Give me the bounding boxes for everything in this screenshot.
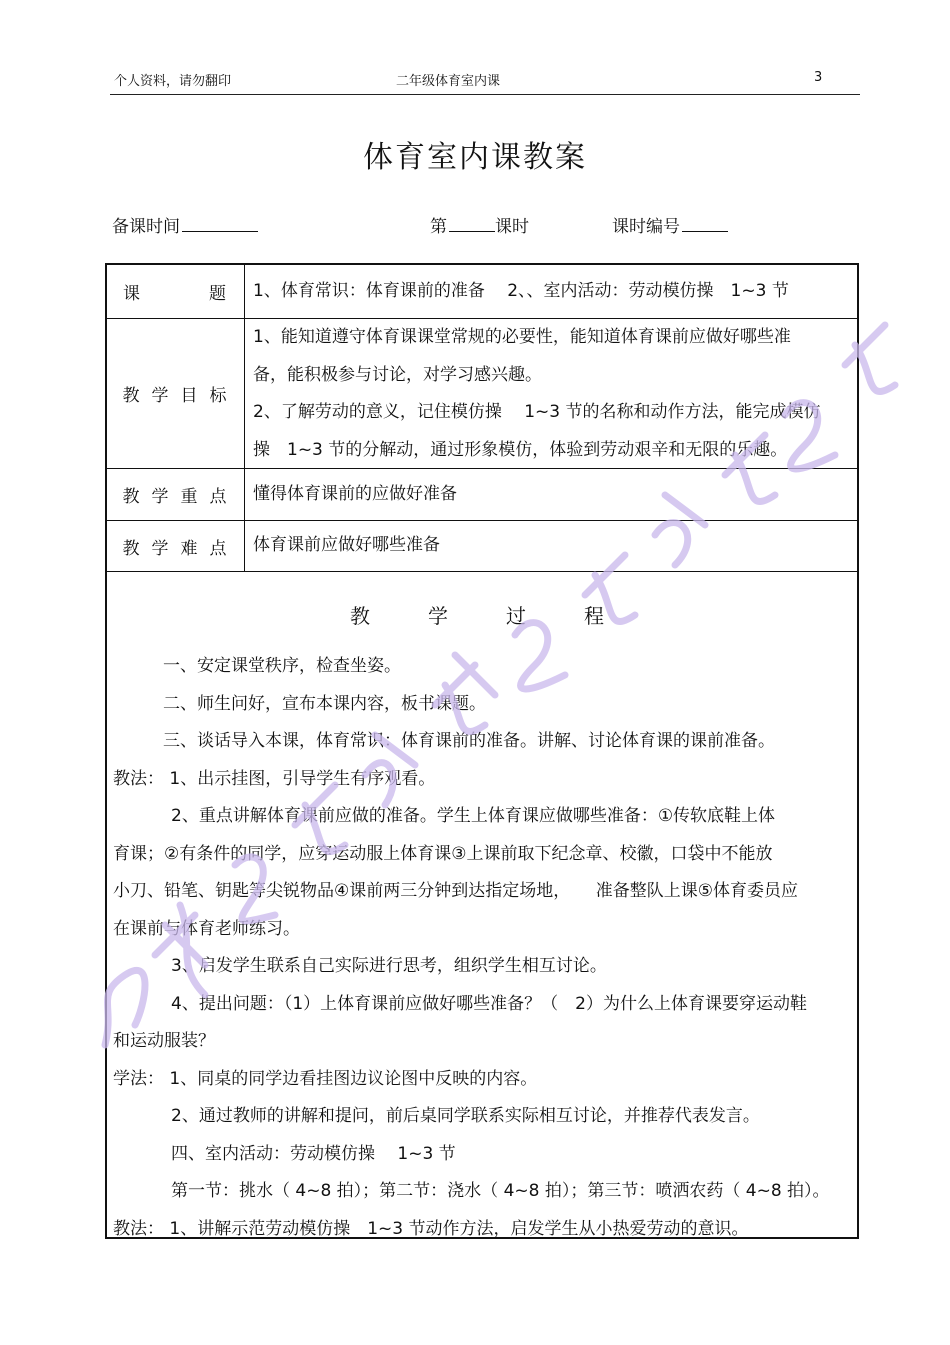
key-point-content: 懂得体育课前的应做好准备 [253,483,457,504]
topic-label [107,265,245,318]
process-line: 教法： 1、出示挂图，引导学生有序观看。 [113,768,436,789]
lesson-prefix: 第 [430,217,447,237]
key-point-row [107,469,857,521]
process-line: 学法： 1、同桌的同学边看挂图边议论图中反映的内容。 [113,1068,538,1089]
goals-line: 备，能积极参与讨论，对学习感兴趣。 [253,364,542,385]
key-point-label: 教学重点 [107,469,245,520]
process-line: 一、安定课堂秩序，检查坐姿。 [163,656,401,676]
goals-line: 操 1~3 节的分解动，通过形象模仿，体验到劳动艰辛和无限的乐趣。 [253,439,788,460]
lesson-code-blank [682,230,728,232]
process-line: 在课前与体育老师练习。 [113,918,300,939]
difficulty-row [107,521,857,572]
goals-content [253,319,849,468]
goals-line: 1、能知道遵守体育课课堂常规的必要性，能知道体育课前应做好哪些准 [253,327,791,347]
teaching-process-section [107,572,857,1237]
process-line: 二、师生问好，宣布本课内容，板书课题。 [163,693,486,714]
difficulty-content: 体育课前应做好哪些准备 [253,535,440,556]
goals-line: 2、了解劳动的意义，记住模仿操 1~3 节的名称和动作方法，能完成模仿 [253,402,821,422]
process-line: 3、启发学生联系自己实际进行思考，组织学生相互讨论。 [171,956,607,976]
process-line: 四、室内活动：劳动模仿操 1~3 节 [171,1143,456,1164]
lesson-code-label: 课时编号 [612,217,680,237]
difficulty-label: 教学难点 [107,521,245,571]
lesson-code-field [612,212,728,237]
process-line: 2、通过教师的讲解和提问，前后桌同学联系实际相互讨论，并推荐代表发言。 [171,1106,760,1126]
process-line: 育课；②有条件的同学，应穿运动服上体育课③上课前取下纪念章、校徽，口袋中不能放 [113,843,773,864]
goals-label: 教学目标 [107,319,245,468]
process-line: 2、重点讲解体育课前应做的准备。学生上体育课应做哪些准备：①传软底鞋上体 [171,806,776,826]
process-line: 4、提出问题：（1）上体育课前应做好哪些准备？（ 2）为什么上体育课要穿运动鞋 [171,993,807,1014]
lesson-number-blank [449,230,495,232]
prep-time-field [112,212,258,237]
topic-label-left: 课 [123,284,140,304]
lesson-plan-table [105,263,859,1239]
process-line: 三、谈话导入本课，体育常识：体育课前的准备。讲解、讨论体育课的课前准备。 [163,731,775,751]
process-line: 第一节：挑水（ 4~8 拍）；第二节：浇水（ 4~8 拍）；第三节：喷洒农药（ 4~8 拍）。 [171,1181,830,1201]
topic-content: 1、体育常识：体育课前的准备 2、、室内活动：劳动模仿操 1~3 节 [253,280,789,301]
lesson-number-field [430,212,529,237]
topic-row [107,265,857,319]
process-body [113,648,847,1248]
process-title: 教学过程 [350,604,662,628]
prep-time-label: 备课时间 [112,217,180,237]
document-title: 体育室内课教案 [363,140,587,175]
lesson-meta-row [110,212,870,242]
lesson-suffix: 课时 [495,217,529,237]
page-header [110,64,860,95]
header-left-text: 个人资料，请勿翻印 [114,74,232,89]
process-line: 教法： 1、讲解示范劳动模仿操 1~3 节动作方法，启发学生从小热爱劳动的意识。 [113,1218,749,1239]
process-line: 和运动服装？ [113,1031,215,1051]
header-center-text: 二年级体育室内课 [396,74,501,89]
goals-row [107,319,857,469]
prep-time-blank [182,230,258,232]
topic-label-right: 题 [209,284,226,304]
page-number: 3 [814,70,823,85]
process-line: 小刀、铅笔、钥匙等尖锐物品④课前两三分钟到达指定场地， 准备整队上课⑤体育委员应 [113,881,798,901]
